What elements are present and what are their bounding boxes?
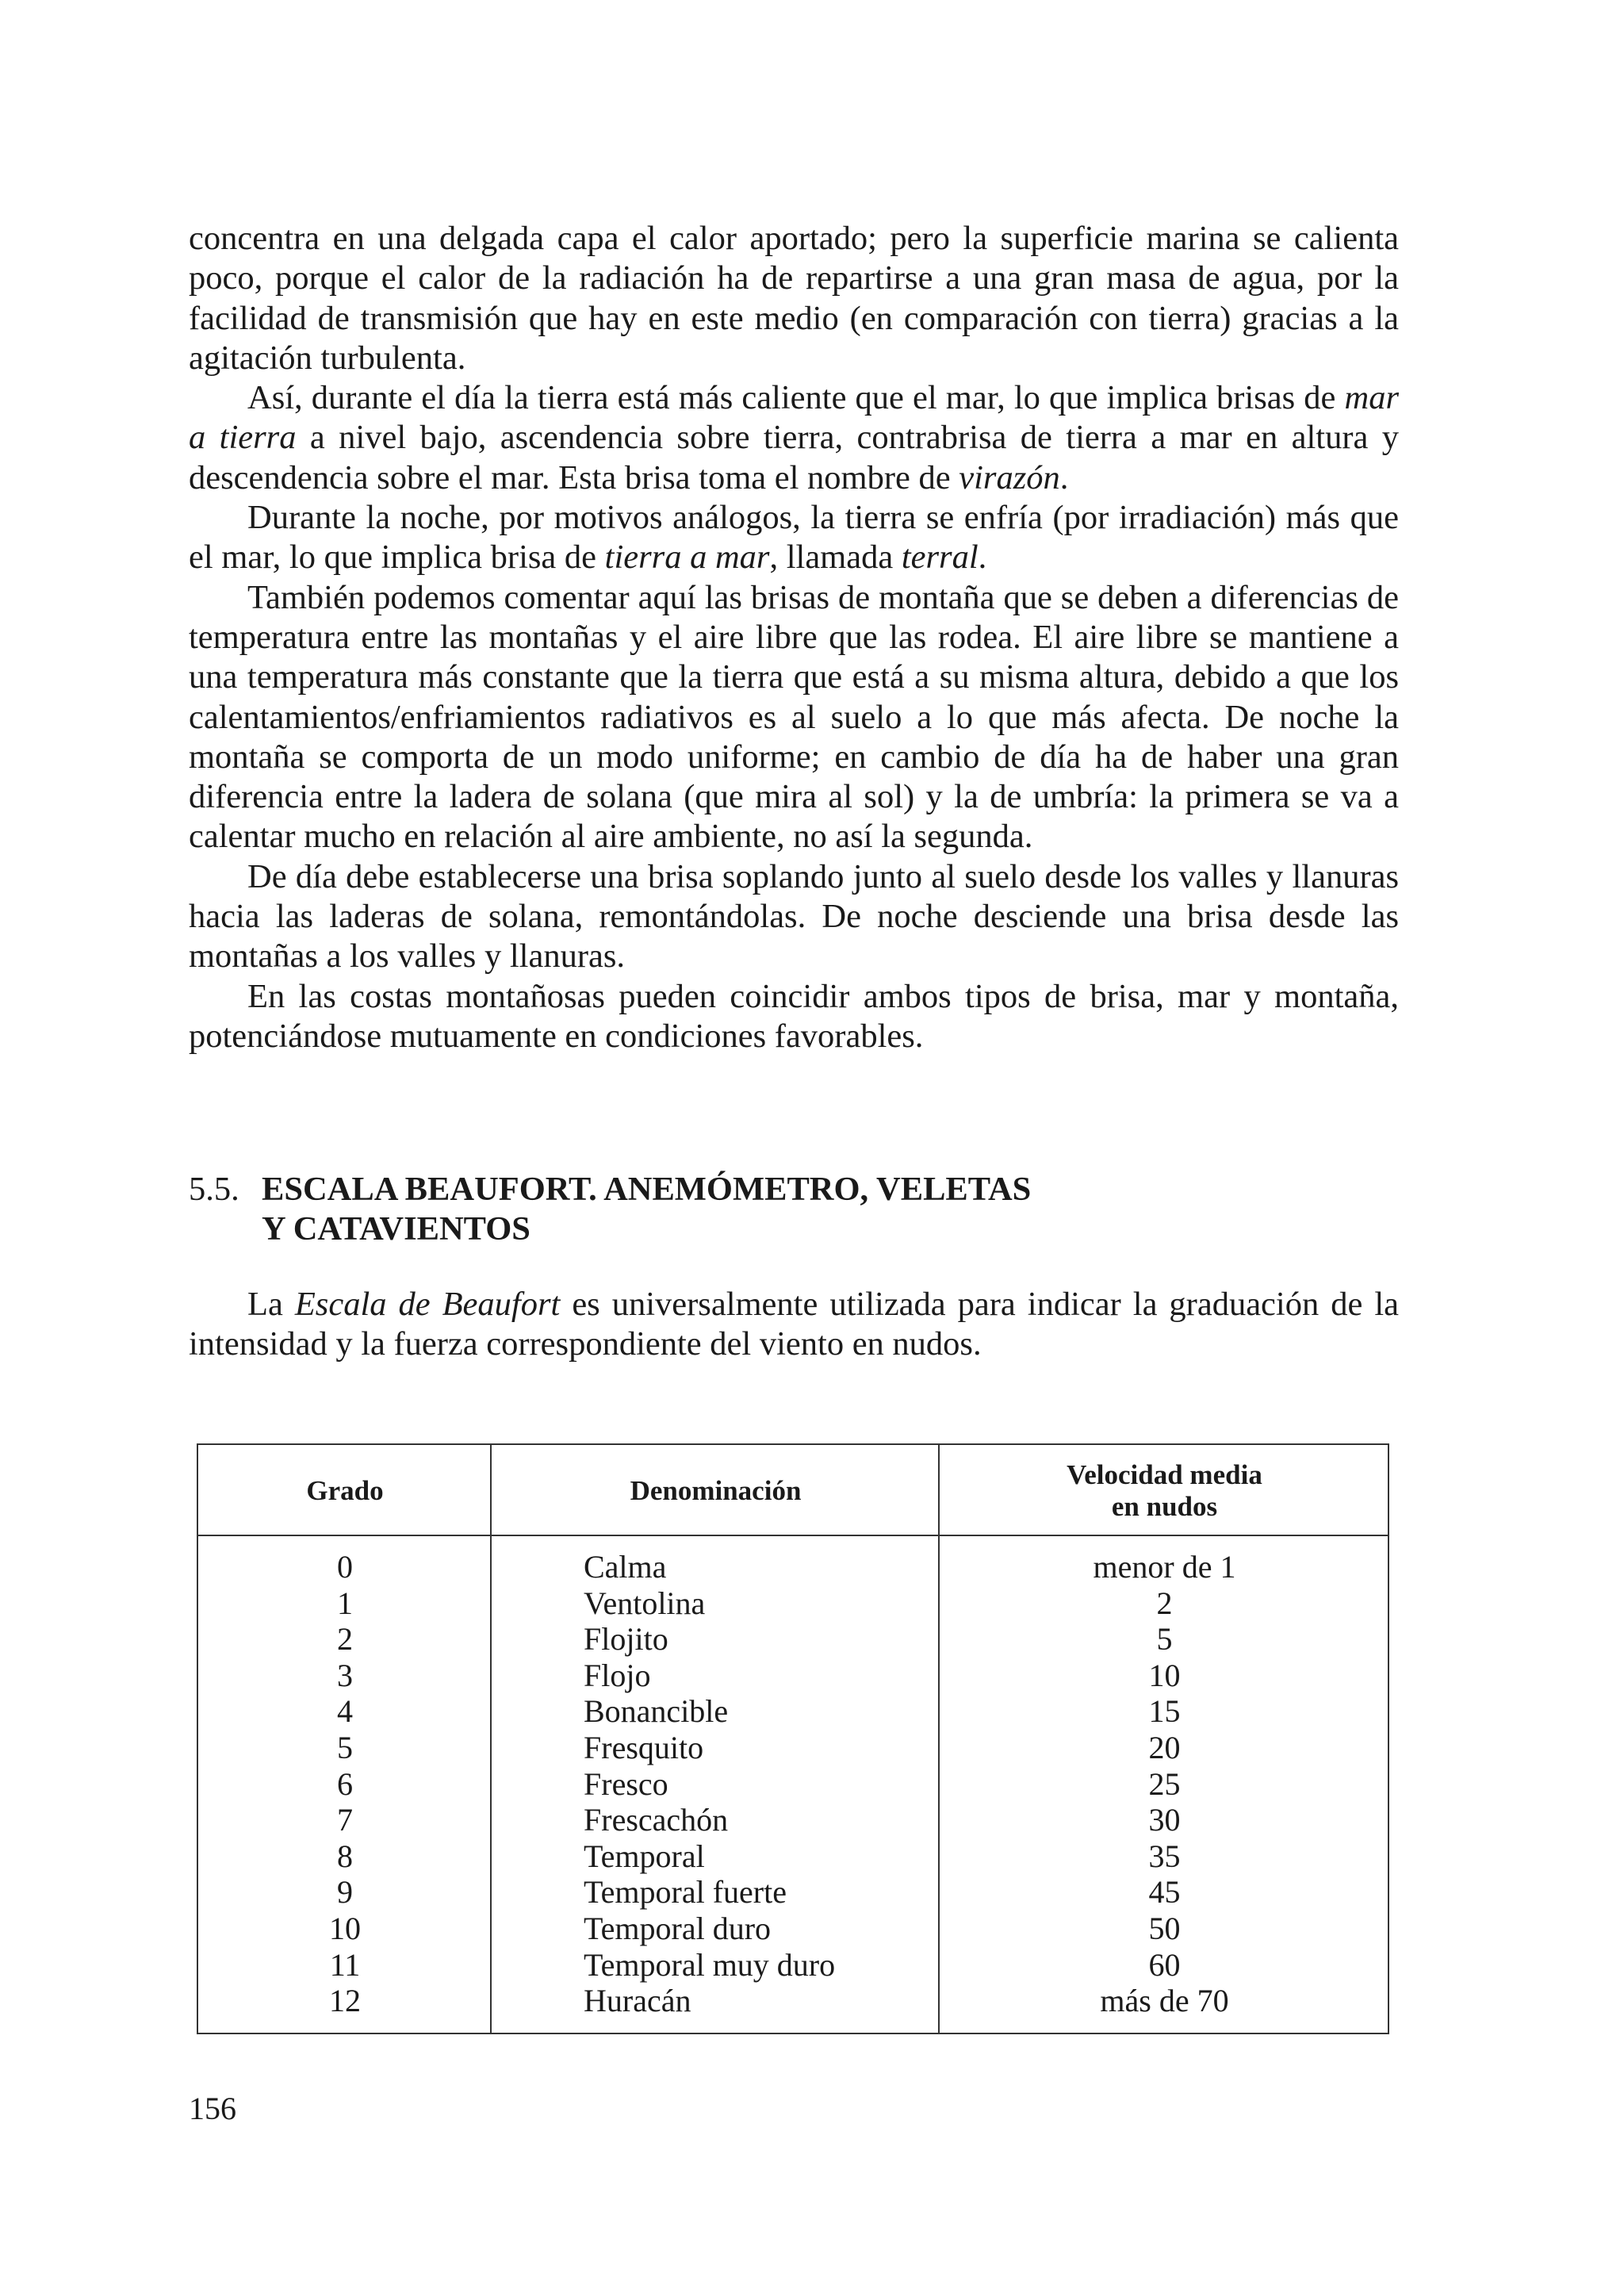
cell-velocidad: más de 70	[1100, 1983, 1229, 2019]
italic-term: terral	[901, 539, 979, 577]
paragraph	[189, 857, 1399, 977]
paragraph	[189, 578, 1399, 857]
cell-grado: 8	[337, 1838, 353, 1874]
cell-grado: 12	[329, 1983, 361, 2019]
text-run: es universalmente utilizada para indicar la graduación de la intensidad y la fuerza correspondiente del viento en nudos.	[189, 1286, 1399, 1363]
cell-denominacion: Temporal fuerte	[584, 1874, 787, 1911]
table-row	[198, 1766, 1388, 1803]
italic-term: mar a tierra	[189, 379, 1399, 457]
cell-velocidad: 60	[1148, 1946, 1181, 1983]
cell-denominacion: Fresco	[584, 1765, 668, 1802]
table-header	[198, 1445, 1388, 1536]
paragraph	[189, 498, 1399, 578]
cell-velocidad: 10	[1148, 1657, 1181, 1693]
section-title-line2: Y CATAVIENTOS	[262, 1210, 530, 1248]
table-row	[198, 1983, 1388, 2019]
text-run: concentra en una delgada capa el calor aportado; pero la superficie marina se calienta poco, porque el calor de la radiación ha de repartirse a una gran masa de agua, por la facilidad de transmisión que hay en este medio (en comparación con tierra) gracias a la agitación turbulenta.	[189, 220, 1399, 377]
cell-velocidad: 2	[1156, 1585, 1173, 1621]
table-row	[198, 1838, 1388, 1875]
cell-velocidad: menor de 1	[1093, 1549, 1236, 1585]
cell-grado: 0	[337, 1549, 353, 1585]
table-row	[198, 1874, 1388, 1911]
text-run: a nivel bajo, ascendencia sobre tierra, contrabrisa de tierra a mar en altura y descendencia sobre el mar. Esta brisa toma el nombre de	[189, 419, 1399, 496]
text-run: En las costas montañosas pueden coincidir ambos tipos de brisa, mar y montaña, potenciándose mutuamente en condiciones favorables.	[189, 977, 1399, 1055]
cell-velocidad: 50	[1148, 1910, 1181, 1946]
cell-denominacion: Flojito	[584, 1621, 668, 1658]
cell-grado: 2	[337, 1621, 353, 1658]
beaufort-table	[197, 1443, 1389, 2034]
section-heading	[189, 1170, 1399, 1249]
cell-velocidad: 45	[1148, 1874, 1181, 1911]
italic-term: virazón	[959, 458, 1060, 496]
intro-paragraph	[189, 1285, 1399, 1365]
cell-grado: 9	[337, 1874, 353, 1911]
cell-denominacion: Fresquito	[584, 1729, 704, 1765]
paragraph	[189, 378, 1399, 498]
cell-denominacion: Calma	[584, 1549, 667, 1585]
text-run: .	[978, 539, 987, 577]
section-heading-line1	[189, 1170, 1399, 1209]
cell-velocidad: 20	[1148, 1729, 1181, 1765]
header-grado: Grado	[306, 1474, 384, 1506]
body-text	[189, 219, 1399, 1056]
table-row	[198, 1549, 1388, 1585]
cell-grado: 6	[337, 1765, 353, 1802]
table-body	[198, 1549, 1388, 2019]
cell-velocidad: 15	[1148, 1693, 1181, 1730]
table-row	[198, 1802, 1388, 1838]
cell-grado: 10	[329, 1910, 361, 1946]
paragraph	[189, 977, 1399, 1057]
cell-denominacion: Flojo	[584, 1657, 651, 1693]
table-row	[198, 1585, 1388, 1622]
header-velocidad	[940, 1445, 1389, 1536]
page-number: 156	[189, 2091, 236, 2126]
cell-grado: 11	[329, 1946, 361, 1983]
text-run: Así, durante el día la tierra está más caliente que el mar, lo que implica brisas de	[247, 379, 1345, 417]
cell-velocidad: 30	[1148, 1802, 1181, 1838]
text-run: También podemos comentar aquí las brisas de montaña que se deben a diferencias de temperatura entre las montañas y el aire libre que las rodea. El aire libre se mantiene a una temperatura más constante que la tierra que está a su misma altura, debido a que los calentamientos/enfriamientos radiativos es al suelo a lo que más afecta. De noche la montaña se comporta de un modo uniforme; en cambio de día ha de haber una gran diferencia entre la ladera de solana (que mira al sol) y la de umbría: la primera se va a calentar mucho en relación al aire ambiente, no así la segunda.	[189, 578, 1399, 856]
table-row	[198, 1730, 1388, 1766]
section-number: 5.5.	[189, 1171, 239, 1208]
cell-grado: 3	[337, 1657, 353, 1693]
text-run: Durante la noche, por motivos análogos, la tierra se enfría (por irradiación) más que el mar, lo que implica brisa de	[189, 499, 1399, 577]
cell-velocidad: 5	[1156, 1621, 1173, 1658]
text-run: , llamada	[769, 539, 902, 577]
cell-grado: 5	[337, 1729, 353, 1765]
intro-text	[189, 1285, 1399, 1365]
table-row	[198, 1947, 1388, 1984]
text-run: De día debe establecerse una brisa soplando junto al suelo desde los valles y llanuras hacia las laderas de solana, remontándolas. De noche desciende una brisa desde las montañas a los valles y llanuras.	[189, 857, 1399, 976]
text-run: La	[247, 1286, 295, 1323]
text-run: .	[1059, 458, 1069, 496]
cell-grado: 7	[337, 1802, 353, 1838]
italic-term: tierra a mar	[604, 539, 770, 577]
cell-denominacion: Temporal duro	[584, 1910, 772, 1946]
table-row	[198, 1911, 1388, 1947]
cell-velocidad: 25	[1148, 1765, 1181, 1802]
header-velocidad-line1: Velocidad media	[1067, 1458, 1262, 1490]
cell-denominacion: Frescachón	[584, 1802, 729, 1838]
section-title-line1: ESCALA BEAUFORT. ANEMÓMETRO, VELETAS	[262, 1171, 1032, 1208]
table-row	[198, 1658, 1388, 1694]
cell-denominacion: Temporal muy duro	[584, 1946, 836, 1983]
table-row	[198, 1621, 1388, 1658]
italic-term: Escala de Beaufort	[294, 1286, 561, 1323]
cell-grado: 4	[337, 1693, 353, 1730]
cell-denominacion: Bonancible	[584, 1693, 729, 1730]
cell-grado: 1	[337, 1585, 353, 1621]
cell-denominacion: Huracán	[584, 1983, 691, 2019]
header-velocidad-line2: en nudos	[1111, 1490, 1218, 1522]
cell-denominacion: Temporal	[584, 1838, 705, 1874]
paragraph	[189, 219, 1399, 378]
cell-velocidad: 35	[1148, 1838, 1181, 1874]
cell-denominacion: Ventolina	[584, 1585, 706, 1621]
header-denominacion: Denominación	[630, 1474, 802, 1506]
table-row	[198, 1693, 1388, 1730]
